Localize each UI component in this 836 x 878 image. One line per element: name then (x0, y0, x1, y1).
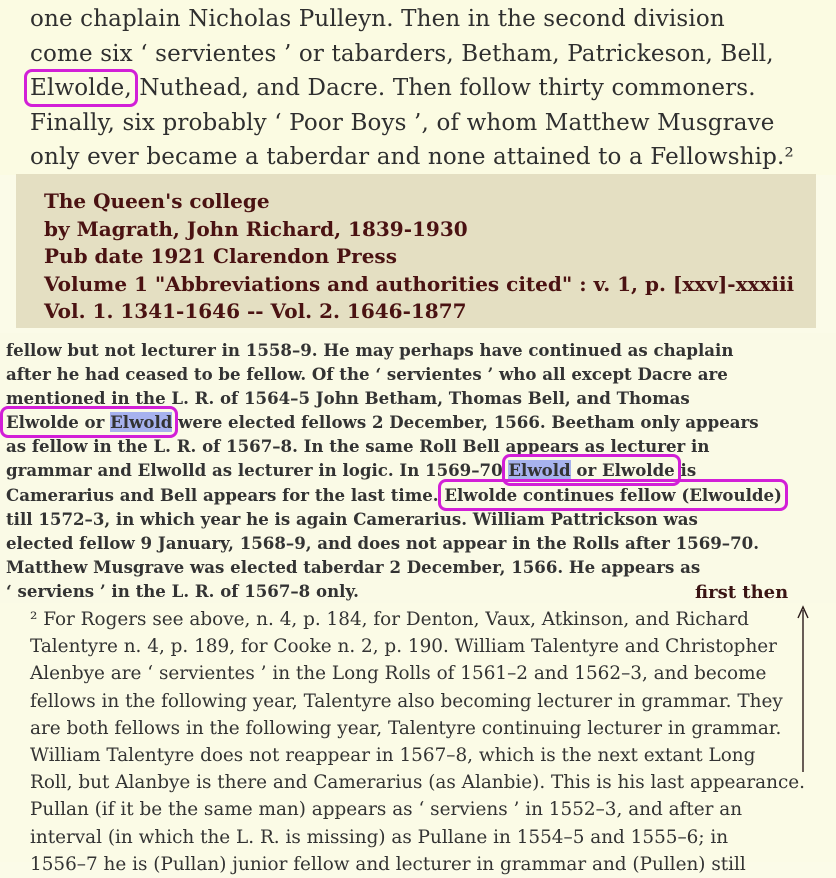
text-line: Roll, but Alanbye is there and Camerarius (as Alanbie). This is his last appearance. (30, 772, 805, 794)
text-line (6, 483, 836, 507)
citation-title: The Queen's college (44, 189, 270, 213)
text-line (30, 71, 836, 106)
text-line: Talentyre n. 4, p. 189, for Cooke n. 2, p. 190. William Talentyre and Christopher (30, 636, 777, 658)
text-line: William Talentyre does not reappear in 1567–8, which is the next extant Long (30, 745, 756, 767)
bottom-scan-footnote (0, 603, 836, 875)
text-selection: Elwold (508, 460, 571, 481)
citation-pub: Pub date 1921 Clarendon Press (44, 244, 397, 269)
text-line: as fellow in the L. R. of 1567–8. In the same Roll Bell appears as lecturer in (6, 436, 710, 457)
text-line: interval (in which the L. R. is missing) as Pullane in 1554–5 and 1555–6; in (30, 826, 729, 848)
text-line: Pullan (if it be the same man) appears as ‘ serviens ’ in 1552–3, and after an (30, 799, 743, 821)
citation-author: by Magrath, John Richard, 1839-1930 (44, 216, 468, 241)
text-span: Nuthead, and Dacre. Then follow thirty commoners. (131, 75, 756, 101)
text-line: ‘ serviens ’ in the L. R. of 1567–8 only. (6, 580, 359, 601)
citation-vols: Vol. 1. 1341-1646 -- Vol. 2. 1646-1877 (44, 299, 467, 324)
up-arrow-icon (796, 604, 810, 774)
text-line: one chaplain Nicholas Pulleyn. Then in the second division (30, 6, 725, 32)
text-line: Matthew Musgrave was elected taberdar 2 December, 1566. He appears as (6, 556, 701, 577)
text-line (6, 458, 836, 482)
text-line: only ever became a taberdar and none attained to a Fellowship.² (30, 144, 794, 170)
highlight-box-elwolde-continues: Elwolde continues fellow (Elwoulde) (444, 484, 782, 505)
top-scan-excerpt (0, 0, 836, 175)
text-line: mentioned in the L. R. of 1564–5 John Betham, Thomas Bell, and Thomas (6, 388, 690, 409)
citation-volume: Volume 1 "Abbreviations and authorities cited" : v. 1, p. [xxv]-xxxiii (44, 271, 795, 296)
text-line: Finally, six probably ‘ Poor Boys ’, of whom Matthew Musgrave (30, 109, 775, 136)
text-span: or Elwolde (570, 460, 675, 481)
text-span: Elwolde or (6, 412, 111, 433)
middle-scan-excerpt (0, 333, 836, 603)
citation-box (16, 174, 816, 328)
text-line: ² For Rogers see above, n. 4, p. 184, for Denton, Vaux, Atkinson, and Richard (30, 609, 749, 630)
text-line: Alenbye are ‘ servientes ’ in the Long Rolls of 1561–2 and 1562–3, and become (30, 663, 767, 685)
text-span: is (674, 460, 697, 481)
annotation-note: first then (695, 582, 789, 603)
text-line: come six ‘ servientes ’ or tabarders, Betham, Patrickeson, Bell, (30, 40, 774, 67)
text-span: grammar and Elwolld as lecturer in logic. In 1569–70 (6, 460, 509, 481)
text-line (6, 410, 836, 434)
text-line: elected fellow 9 January, 1568–9, and does not appear in the Rolls after 1569–70. (6, 532, 759, 553)
text-line: till 1572–3, in which year he is again Camerarius. William Pattrickson was (6, 508, 698, 529)
highlight-box-elwolde-or-elwold (6, 412, 172, 432)
highlight-box-elwold-or-elwolde (508, 460, 674, 480)
text-span: Camerarius and Bell appears for the last time. (6, 484, 445, 505)
text-span: were elected fellows 2 December, 1566. Beetham only appears (172, 412, 759, 433)
text-line: are both fellows in the following year, Talentyre continuing lecturer in grammar. (30, 717, 782, 739)
text-line: fellows in the following year, Talentyre also becoming lecturer in grammar. They (30, 690, 783, 712)
highlight-box-elwolde: Elwolde, (30, 75, 132, 101)
text-line: after he had ceased to be fellow. Of the ‘ servientes ’ who all except Dacre are (6, 364, 728, 385)
text-line: fellow but not lecturer in 1558–9. He may perhaps have continued as chaplain (6, 340, 734, 360)
text-selection: Elwold (110, 412, 173, 433)
text-line: 1556–7 he is (Pullan) junior fellow and lecturer in grammar and (Pullen) still (30, 853, 746, 875)
